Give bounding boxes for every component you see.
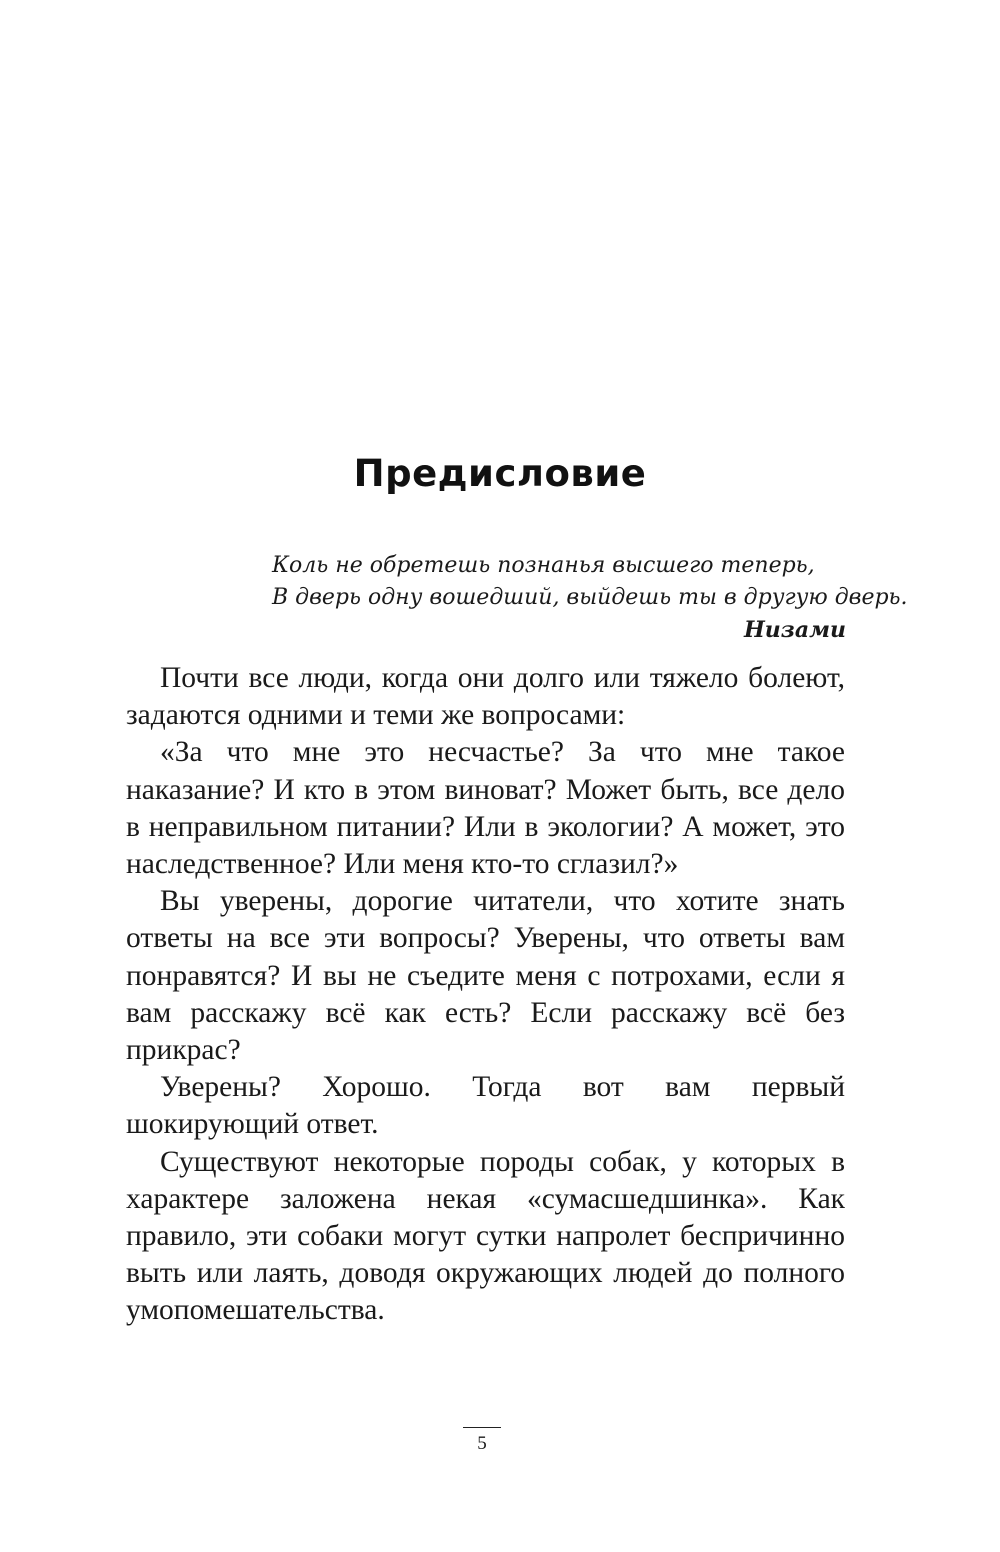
page-number: 5 bbox=[477, 1433, 487, 1454]
epigraph-line: Коль не обретешь познанья высшего теперь, bbox=[272, 553, 815, 578]
chapter-title: Предисловие bbox=[353, 452, 647, 495]
paragraph: Уверены? Хорошо. Тогда вот вам первый шокирующий ответ. bbox=[126, 1071, 845, 1141]
epigraph-author: Низами bbox=[744, 617, 846, 643]
epigraph bbox=[272, 550, 908, 646]
paragraph: Существуют некоторые породы собак, у которых в характере заложена некая «сумасшедшинка». Как правило, эти собаки могут сутки напролет беспричинно выть или лаять, доводя окружающих людей до полного умопомешательства. bbox=[126, 1145, 845, 1327]
paragraph: «За что мне это несчастье? За что мне такое наказание? И кто в этом виноват? Может быть, все дело в неправильном питании? Или в экологии? А может, это наследственное? Или меня кто-то сглазил?» bbox=[126, 736, 845, 881]
paragraph: Вы уверены, дорогие читатели, что хотите знать ответы на все эти вопросы? Уверены, что ответы вам понравятся? И вы не съедите меня с потрохами, если я вам расскажу всё как есть? Если расскажу всё без прикрас? bbox=[126, 885, 845, 1067]
paragraph: Почти все люди, когда они долго или тяжело болеют, задаются одними и теми же вопросами: bbox=[126, 662, 845, 732]
body-text bbox=[126, 660, 845, 1330]
page-number-rule bbox=[463, 1427, 501, 1428]
epigraph-line: В дверь одну вошедший, выйдешь ты в другую дверь. bbox=[272, 585, 908, 610]
